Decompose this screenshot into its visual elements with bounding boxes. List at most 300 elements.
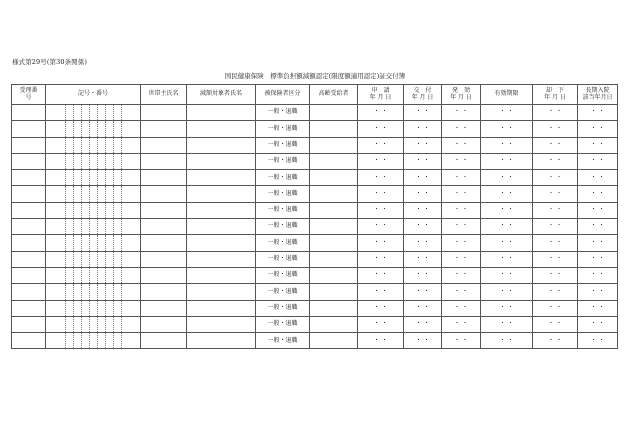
header-issued-line1: 交 付 [413, 86, 432, 94]
digit-guide-line [81, 268, 82, 283]
header-rejected-line2: 年 月 日 [544, 93, 566, 101]
head-name-cell[interactable] [141, 267, 187, 283]
head-name-cell[interactable] [141, 121, 187, 137]
long-term-date-cell[interactable]: ・ ・ [578, 202, 618, 218]
digit-guide-line [97, 170, 98, 185]
elderly-recipient-cell[interactable] [310, 219, 358, 235]
target-name-cell[interactable] [187, 153, 256, 169]
digit-guide-line [97, 317, 98, 332]
elderly-recipient-cell[interactable] [310, 251, 358, 267]
target-name-cell[interactable] [187, 202, 256, 218]
digit-guide-line [113, 138, 114, 153]
symbol-no-cell[interactable] [46, 186, 141, 202]
long-term-date-cell[interactable]: ・ ・ [578, 284, 618, 300]
validity-cell[interactable]: ・ ・ [481, 202, 533, 218]
digit-guides [46, 235, 140, 250]
header-application-line2: 年 月 日 [369, 93, 392, 101]
application-date-cell[interactable]: ・ ・ [358, 267, 404, 283]
application-date-cell[interactable]: ・ ・ [358, 219, 404, 235]
long-term-date-cell[interactable]: ・ ・ [578, 121, 618, 137]
receipt-no-cell[interactable] [12, 202, 46, 218]
long-term-date-cell[interactable]: ・ ・ [578, 235, 618, 251]
digit-guide-line [105, 235, 106, 250]
digit-guide-line [121, 333, 122, 348]
issued-date-cell[interactable]: ・ ・ [404, 300, 442, 316]
long-term-date-cell[interactable]: ・ ・ [578, 251, 618, 267]
rejected-date-cell[interactable]: ・ ・ [533, 219, 578, 235]
receipt-no-cell[interactable] [12, 186, 46, 202]
effective-date-cell[interactable]: ・ ・ [442, 137, 481, 153]
effective-date-cell[interactable]: ・ ・ [442, 267, 481, 283]
header-receipt-no-line1: 受理番 [19, 86, 38, 94]
digit-guide-line [113, 170, 114, 185]
elderly-recipient-cell[interactable] [310, 170, 358, 186]
issued-date-cell[interactable]: ・ ・ [404, 202, 442, 218]
digit-guide-line [81, 301, 82, 316]
rejected-date-cell[interactable]: ・ ・ [533, 121, 578, 137]
head-name-cell[interactable] [141, 105, 187, 121]
rejected-date-cell[interactable]: ・ ・ [533, 316, 578, 332]
long-term-date-cell[interactable]: ・ ・ [578, 300, 618, 316]
table-row [12, 219, 618, 235]
digit-guide-line [73, 170, 74, 185]
digit-guide-line [121, 235, 122, 250]
receipt-no-cell[interactable] [12, 235, 46, 251]
header-application-date [358, 85, 404, 105]
header-effective-line2: 年 月 日 [450, 93, 472, 101]
issued-date-cell[interactable]: ・ ・ [404, 153, 442, 169]
rejected-date-cell[interactable]: ・ ・ [533, 105, 578, 121]
application-date-cell[interactable]: ・ ・ [358, 251, 404, 267]
receipt-no-cell[interactable] [12, 284, 46, 300]
table-row [12, 105, 618, 121]
effective-date-cell[interactable]: ・ ・ [442, 300, 481, 316]
digit-guide-line [89, 203, 90, 218]
receipt-no-cell[interactable] [12, 316, 46, 332]
digit-guide-line [73, 333, 74, 348]
symbol-no-cell[interactable] [46, 251, 141, 267]
application-date-cell[interactable]: ・ ・ [358, 284, 404, 300]
table-row [12, 170, 618, 186]
digit-guide-line [121, 219, 122, 234]
effective-date-cell[interactable]: ・ ・ [442, 251, 481, 267]
rejected-date-cell[interactable]: ・ ・ [533, 235, 578, 251]
application-date-cell[interactable]: ・ ・ [358, 137, 404, 153]
rejected-date-cell[interactable]: ・ ・ [533, 300, 578, 316]
effective-date-cell[interactable]: ・ ・ [442, 170, 481, 186]
digit-guides [46, 105, 140, 120]
digit-guide-line [97, 105, 98, 120]
effective-date-cell[interactable]: ・ ・ [442, 105, 481, 121]
digit-guide-line [73, 235, 74, 250]
digit-guide-line [97, 252, 98, 267]
issued-date-cell[interactable]: ・ ・ [404, 235, 442, 251]
effective-date-cell[interactable]: ・ ・ [442, 235, 481, 251]
target-name-cell[interactable] [187, 333, 256, 349]
digit-guide-line [65, 219, 66, 234]
digit-guide-line [121, 203, 122, 218]
rejected-date-cell[interactable]: ・ ・ [533, 153, 578, 169]
application-date-cell[interactable]: ・ ・ [358, 202, 404, 218]
table-row [12, 186, 618, 202]
insured-category-cell[interactable]: 一般・退職 [256, 105, 310, 121]
digit-guides [46, 203, 140, 218]
digit-guide-line [113, 284, 114, 299]
elderly-recipient-cell[interactable] [310, 235, 358, 251]
elderly-recipient-cell[interactable] [310, 202, 358, 218]
validity-cell[interactable]: ・ ・ [481, 137, 533, 153]
digit-guides [46, 186, 140, 201]
header-elderly-recipient: 高齢受給者 [310, 85, 358, 105]
digit-guides [46, 121, 140, 136]
digit-guide-line [105, 154, 106, 169]
digit-guide-line [81, 121, 82, 136]
header-effective-date [442, 85, 481, 105]
digit-guide-line [89, 219, 90, 234]
effective-date-cell[interactable]: ・ ・ [442, 316, 481, 332]
digit-guide-line [65, 333, 66, 348]
symbol-no-cell[interactable] [46, 121, 141, 137]
rejected-date-cell[interactable]: ・ ・ [533, 284, 578, 300]
receipt-no-cell[interactable] [12, 300, 46, 316]
validity-cell[interactable]: ・ ・ [481, 121, 533, 137]
digit-guide-line [89, 333, 90, 348]
effective-date-cell[interactable]: ・ ・ [442, 153, 481, 169]
digit-guide-line [89, 317, 90, 332]
header-receipt-no [12, 85, 46, 105]
digit-guide-line [97, 268, 98, 283]
digit-guide-line [105, 170, 106, 185]
digit-guide-line [97, 186, 98, 201]
validity-cell[interactable]: ・ ・ [481, 333, 533, 349]
head-name-cell[interactable] [141, 316, 187, 332]
digit-guide-line [89, 121, 90, 136]
digit-guide-line [65, 154, 66, 169]
digit-guide-line [97, 301, 98, 316]
table-row [12, 300, 618, 316]
digit-guide-line [113, 203, 114, 218]
insured-category-cell[interactable]: 一般・退職 [256, 186, 310, 202]
rejected-date-cell[interactable]: ・ ・ [533, 170, 578, 186]
long-term-date-cell[interactable]: ・ ・ [578, 170, 618, 186]
application-date-cell[interactable]: ・ ・ [358, 121, 404, 137]
effective-date-cell[interactable]: ・ ・ [442, 202, 481, 218]
target-name-cell[interactable] [187, 251, 256, 267]
digit-guide-line [121, 301, 122, 316]
header-long-term-line1: 長期入院 [585, 86, 610, 94]
validity-cell[interactable]: ・ ・ [481, 267, 533, 283]
digit-guide-line [105, 333, 106, 348]
insured-category-cell[interactable]: 一般・退職 [256, 137, 310, 153]
elderly-recipient-cell[interactable] [310, 153, 358, 169]
symbol-no-cell[interactable] [46, 235, 141, 251]
target-name-cell[interactable] [187, 186, 256, 202]
insured-category-cell[interactable]: 一般・退職 [256, 170, 310, 186]
insured-category-cell[interactable]: 一般・退職 [256, 267, 310, 283]
digit-guide-line [105, 317, 106, 332]
digit-guides [46, 170, 140, 185]
long-term-date-cell[interactable]: ・ ・ [578, 186, 618, 202]
issued-date-cell[interactable]: ・ ・ [404, 137, 442, 153]
elderly-recipient-cell[interactable] [310, 284, 358, 300]
digit-guide-line [73, 301, 74, 316]
digit-guide-line [97, 219, 98, 234]
table-row [12, 251, 618, 267]
elderly-recipient-cell[interactable] [310, 333, 358, 349]
digit-guide-line [73, 105, 74, 120]
head-name-cell[interactable] [141, 251, 187, 267]
insured-category-cell[interactable]: 一般・退職 [256, 235, 310, 251]
digit-guide-line [81, 284, 82, 299]
digit-guide-line [97, 235, 98, 250]
issued-date-cell[interactable]: ・ ・ [404, 267, 442, 283]
insured-category-cell[interactable]: 一般・退職 [256, 251, 310, 267]
issued-date-cell[interactable]: ・ ・ [404, 251, 442, 267]
rejected-date-cell[interactable]: ・ ・ [533, 333, 578, 349]
validity-cell[interactable]: ・ ・ [481, 284, 533, 300]
head-name-cell[interactable] [141, 235, 187, 251]
digit-guide-line [113, 268, 114, 283]
digit-guide-line [73, 284, 74, 299]
digit-guide-line [73, 252, 74, 267]
digit-guide-line [89, 105, 90, 120]
validity-cell[interactable]: ・ ・ [481, 300, 533, 316]
target-name-cell[interactable] [187, 105, 256, 121]
digit-guide-line [105, 121, 106, 136]
receipt-no-cell[interactable] [12, 153, 46, 169]
header-application-line1: 申 請 [371, 86, 390, 94]
digit-guides [46, 268, 140, 283]
validity-cell[interactable]: ・ ・ [481, 105, 533, 121]
receipt-no-cell[interactable] [12, 121, 46, 137]
symbol-no-cell[interactable] [46, 284, 141, 300]
insured-category-cell[interactable]: 一般・退職 [256, 333, 310, 349]
header-symbol-no: 記号・番号 [46, 85, 141, 105]
long-term-date-cell[interactable]: ・ ・ [578, 219, 618, 235]
application-date-cell[interactable]: ・ ・ [358, 186, 404, 202]
digit-guide-line [81, 317, 82, 332]
symbol-no-cell[interactable] [46, 267, 141, 283]
validity-cell[interactable]: ・ ・ [481, 170, 533, 186]
symbol-no-cell[interactable] [46, 300, 141, 316]
head-name-cell[interactable] [141, 137, 187, 153]
effective-date-cell[interactable]: ・ ・ [442, 186, 481, 202]
receipt-no-cell[interactable] [12, 105, 46, 121]
elderly-recipient-cell[interactable] [310, 186, 358, 202]
validity-cell[interactable]: ・ ・ [481, 235, 533, 251]
rejected-date-cell[interactable]: ・ ・ [533, 137, 578, 153]
symbol-no-cell[interactable] [46, 202, 141, 218]
digit-guide-line [65, 301, 66, 316]
head-name-cell[interactable] [141, 170, 187, 186]
header-long-term [578, 85, 618, 105]
digit-guide-line [121, 170, 122, 185]
application-date-cell[interactable]: ・ ・ [358, 300, 404, 316]
effective-date-cell[interactable]: ・ ・ [442, 121, 481, 137]
symbol-no-cell[interactable] [46, 153, 141, 169]
validity-cell[interactable]: ・ ・ [481, 219, 533, 235]
target-name-cell[interactable] [187, 170, 256, 186]
digit-guide-line [89, 252, 90, 267]
target-name-cell[interactable] [187, 137, 256, 153]
target-name-cell[interactable] [187, 267, 256, 283]
application-date-cell[interactable]: ・ ・ [358, 333, 404, 349]
digit-guide-line [65, 121, 66, 136]
validity-cell[interactable]: ・ ・ [481, 316, 533, 332]
target-name-cell[interactable] [187, 121, 256, 137]
digit-guide-line [105, 105, 106, 120]
head-name-cell[interactable] [141, 202, 187, 218]
header-issued-date [404, 85, 442, 105]
header-receipt-no-line2: 号 [25, 93, 32, 101]
header-issued-line2: 年 月 日 [411, 93, 434, 101]
insured-category-cell[interactable]: 一般・退職 [256, 300, 310, 316]
receipt-no-cell[interactable] [12, 251, 46, 267]
digit-guide-line [113, 219, 114, 234]
digit-guide-line [73, 317, 74, 332]
digit-guides [46, 252, 140, 267]
symbol-no-cell[interactable] [46, 316, 141, 332]
application-date-cell[interactable]: ・ ・ [358, 235, 404, 251]
issued-date-cell[interactable]: ・ ・ [404, 219, 442, 235]
head-name-cell[interactable] [141, 300, 187, 316]
head-name-cell[interactable] [141, 219, 187, 235]
head-name-cell[interactable] [141, 153, 187, 169]
receipt-no-cell[interactable] [12, 219, 46, 235]
digit-guide-line [73, 138, 74, 153]
digit-guides [46, 284, 140, 299]
insured-category-cell[interactable]: 一般・退職 [256, 284, 310, 300]
receipt-no-cell[interactable] [12, 267, 46, 283]
digit-guide-line [81, 186, 82, 201]
digit-guide-line [113, 333, 114, 348]
table-row [12, 121, 618, 137]
elderly-recipient-cell[interactable] [310, 121, 358, 137]
validity-cell[interactable]: ・ ・ [481, 251, 533, 267]
digit-guide-line [65, 284, 66, 299]
header-rejected-line1: 却 下 [545, 86, 564, 94]
digit-guide-line [105, 252, 106, 267]
issuance-ledger-table [11, 84, 618, 349]
digit-guide-line [113, 154, 114, 169]
digit-guide-line [89, 268, 90, 283]
effective-date-cell[interactable]: ・ ・ [442, 284, 481, 300]
insured-category-cell[interactable]: 一般・退職 [256, 219, 310, 235]
rejected-date-cell[interactable]: ・ ・ [533, 202, 578, 218]
header-long-term-line2: 該当年月日 [582, 93, 613, 101]
application-date-cell[interactable]: ・ ・ [358, 170, 404, 186]
head-name-cell[interactable] [141, 333, 187, 349]
elderly-recipient-cell[interactable] [310, 300, 358, 316]
target-name-cell[interactable] [187, 219, 256, 235]
insured-category-cell[interactable]: 一般・退職 [256, 316, 310, 332]
digit-guide-line [81, 170, 82, 185]
digit-guides [46, 154, 140, 169]
long-term-date-cell[interactable]: ・ ・ [578, 137, 618, 153]
validity-cell[interactable]: ・ ・ [481, 186, 533, 202]
elderly-recipient-cell[interactable] [310, 137, 358, 153]
issued-date-cell[interactable]: ・ ・ [404, 121, 442, 137]
issued-date-cell[interactable]: ・ ・ [404, 316, 442, 332]
validity-cell[interactable]: ・ ・ [481, 153, 533, 169]
application-date-cell[interactable]: ・ ・ [358, 153, 404, 169]
table-row [12, 235, 618, 251]
digit-guide-line [113, 301, 114, 316]
symbol-no-cell[interactable] [46, 170, 141, 186]
long-term-date-cell[interactable]: ・ ・ [578, 316, 618, 332]
target-name-cell[interactable] [187, 284, 256, 300]
long-term-date-cell[interactable]: ・ ・ [578, 105, 618, 121]
digit-guide-line [81, 333, 82, 348]
rejected-date-cell[interactable]: ・ ・ [533, 186, 578, 202]
digit-guide-line [89, 186, 90, 201]
issued-date-cell[interactable]: ・ ・ [404, 284, 442, 300]
table-row [12, 316, 618, 332]
digit-guide-line [65, 317, 66, 332]
receipt-no-cell[interactable] [12, 137, 46, 153]
rejected-date-cell[interactable]: ・ ・ [533, 251, 578, 267]
long-term-date-cell[interactable]: ・ ・ [578, 153, 618, 169]
target-name-cell[interactable] [187, 235, 256, 251]
long-term-date-cell[interactable]: ・ ・ [578, 333, 618, 349]
digit-guide-line [73, 186, 74, 201]
digit-guide-line [97, 284, 98, 299]
digit-guide-line [89, 235, 90, 250]
digit-guide-line [89, 138, 90, 153]
insured-category-cell[interactable]: 一般・退職 [256, 153, 310, 169]
long-term-date-cell[interactable]: ・ ・ [578, 267, 618, 283]
table-row [12, 333, 618, 349]
elderly-recipient-cell[interactable] [310, 105, 358, 121]
digit-guide-line [65, 170, 66, 185]
digit-guide-line [81, 203, 82, 218]
rejected-date-cell[interactable]: ・ ・ [533, 267, 578, 283]
effective-date-cell[interactable]: ・ ・ [442, 219, 481, 235]
elderly-recipient-cell[interactable] [310, 316, 358, 332]
header-effective-line1: 発 効 [451, 86, 470, 94]
digit-guide-line [65, 186, 66, 201]
application-date-cell[interactable]: ・ ・ [358, 105, 404, 121]
insured-category-cell[interactable]: 一般・退職 [256, 202, 310, 218]
digit-guide-line [105, 268, 106, 283]
target-name-cell[interactable] [187, 300, 256, 316]
digit-guide-line [89, 284, 90, 299]
issued-date-cell[interactable]: ・ ・ [404, 170, 442, 186]
target-name-cell[interactable] [187, 316, 256, 332]
digit-guide-line [113, 121, 114, 136]
head-name-cell[interactable] [141, 284, 187, 300]
symbol-no-cell[interactable] [46, 219, 141, 235]
symbol-no-cell[interactable] [46, 333, 141, 349]
digit-guide-line [113, 186, 114, 201]
effective-date-cell[interactable]: ・ ・ [442, 333, 481, 349]
symbol-no-cell[interactable] [46, 137, 141, 153]
symbol-no-cell[interactable] [46, 105, 141, 121]
digit-guide-line [113, 317, 114, 332]
digit-guide-line [97, 138, 98, 153]
digit-guide-line [73, 268, 74, 283]
application-date-cell[interactable]: ・ ・ [358, 316, 404, 332]
receipt-no-cell[interactable] [12, 333, 46, 349]
issued-date-cell[interactable]: ・ ・ [404, 186, 442, 202]
digit-guide-line [105, 138, 106, 153]
receipt-no-cell[interactable] [12, 170, 46, 186]
issued-date-cell[interactable]: ・ ・ [404, 333, 442, 349]
insured-category-cell[interactable]: 一般・退職 [256, 121, 310, 137]
issued-date-cell[interactable]: ・ ・ [404, 105, 442, 121]
head-name-cell[interactable] [141, 186, 187, 202]
elderly-recipient-cell[interactable] [310, 267, 358, 283]
